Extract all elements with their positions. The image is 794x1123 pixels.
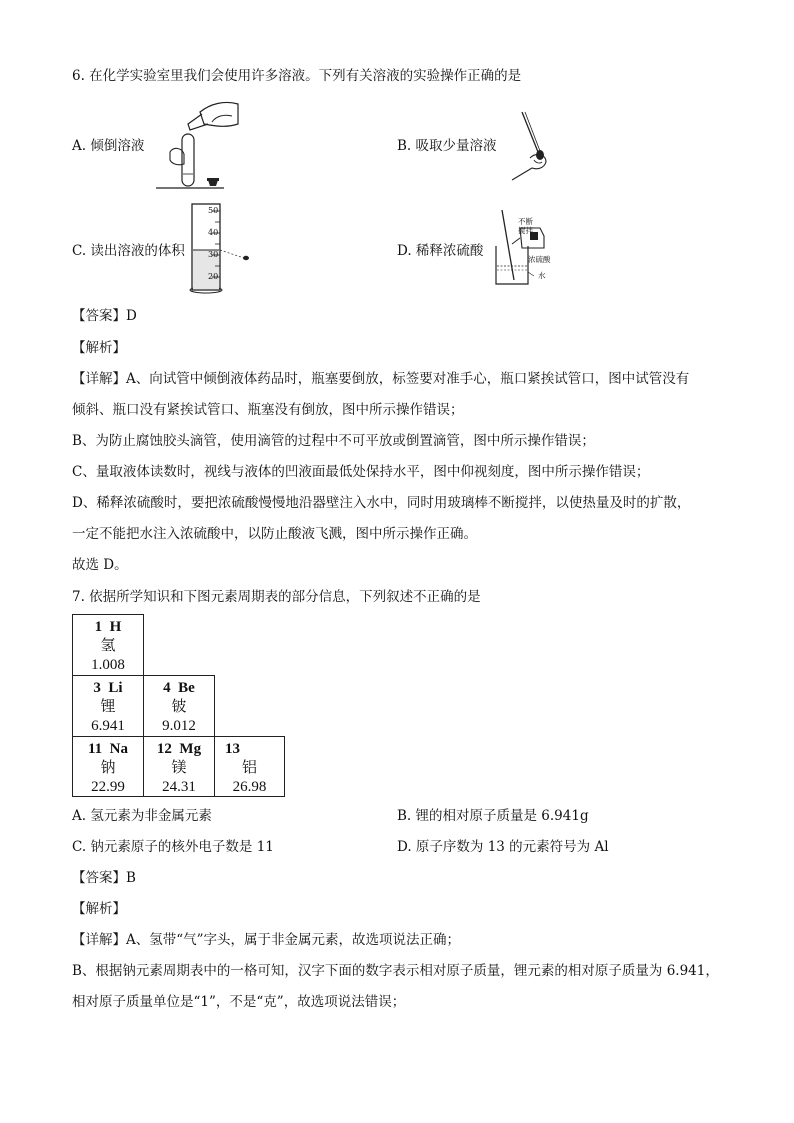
element-h-number-symbol: 1 H <box>94 619 122 635</box>
element-mg-mass: 24.31 <box>162 779 196 795</box>
q6-analysis-title: 【解析】 <box>72 340 126 356</box>
element-13-mass: 26.98 <box>232 779 267 795</box>
q7-analysis-title: 【解析】 <box>72 901 126 917</box>
figure-graduated-cylinder <box>188 200 268 295</box>
element-cell-13 <box>214 736 285 797</box>
element-13-number: 13 <box>225 741 240 757</box>
label-conc-sulfuric-acid: 浓硫酸 <box>528 255 551 264</box>
element-mg-number-symbol: 12 Mg <box>156 741 202 757</box>
q7-detail-line: B、根据钠元素周期表中的一格可知，汉字下面的数字表示相对原子质量，锂元素的相对原子质量为 6.941， <box>72 963 719 979</box>
figure-diluting-acid <box>488 206 558 288</box>
q6-detail-line: C、量取液体读数时，视线与液体的凹液面最低处保持水平，图中仰视刻度，图中所示操作错误； <box>72 464 650 480</box>
label-keep-stirring-1: 不断 <box>518 217 533 226</box>
cylinder-tick-20: 20 <box>208 272 219 281</box>
figure-pouring-liquid <box>152 94 242 194</box>
q6-detail-line: B、为防止腐蚀胶头滴管，使用滴管的过程中不可平放或倒置滴管，图中所示操作错误； <box>72 433 595 449</box>
q7-detail-line: 相对原子质量单位是“1”，不是“克”，故选项说法错误； <box>72 994 406 1010</box>
q6-option-c: C. 读出溶液的体积 <box>72 243 185 259</box>
q7-option-c: C. 钠元素原子的核外电子数是 11 <box>72 839 274 855</box>
element-cell-na <box>72 736 144 797</box>
cylinder-tick-50: 50 <box>208 206 219 215</box>
label-water: 水 <box>538 271 546 280</box>
element-li-number-symbol: 3 Li <box>93 680 123 696</box>
element-cell-li <box>72 675 144 737</box>
element-na-mass: 22.99 <box>91 779 125 795</box>
q6-detail-line: 故选 D。 <box>72 557 128 573</box>
element-li-name: 锂 <box>100 699 116 715</box>
q6-option-d: D. 稀释浓硫酸 <box>397 243 484 259</box>
figure-dropper <box>500 108 550 183</box>
element-h-name: 氢 <box>100 638 116 654</box>
cylinder-tick-30: 30 <box>208 250 219 259</box>
element-cell-be <box>143 675 215 737</box>
element-cell-h <box>72 614 144 676</box>
q6-detail-line: 倾斜、瓶口没有紧挨试管口、瓶塞没有倒放，图中所示操作错误； <box>72 402 464 418</box>
element-na-name: 钠 <box>100 760 116 776</box>
q6-stem: 6. 在化学实验室里我们会使用许多溶液。下列有关溶液的实验操作正确的是 <box>72 68 522 84</box>
element-h-mass: 1.008 <box>91 657 125 673</box>
element-be-name: 铍 <box>171 699 187 715</box>
label-keep-stirring-2: 搅拌 <box>518 226 533 235</box>
q6-option-a: A. 倾倒溶液 <box>72 138 145 154</box>
element-be-number-symbol: 4 Be <box>163 680 195 696</box>
q7-answer: 【答案】B <box>72 870 136 886</box>
cylinder-tick-40: 40 <box>208 228 219 237</box>
q7-detail-line: 【详解】A、氢带“气”字头，属于非金属元素，故选项说法正确； <box>72 932 461 948</box>
element-na-number-symbol: 11 Na <box>87 741 129 757</box>
q7-option-d: D. 原子序数为 13 的元素符号为 Al <box>397 839 609 855</box>
q6-answer: 【答案】D <box>72 308 137 324</box>
q6-detail-line: 一定不能把水注入浓硫酸中，以防止酸液飞溅，图中所示操作正确。 <box>72 526 477 542</box>
element-mg-name: 镁 <box>171 760 187 776</box>
q7-stem: 7. 依据所学知识和下图元素周期表的部分信息，下列叙述不正确的是 <box>72 589 481 605</box>
q7-option-b: B. 锂的相对原子质量是 6.941g <box>397 808 589 824</box>
element-cell-mg <box>143 736 215 797</box>
q6-detail-line: D、稀释浓硫酸时，要把浓硫酸慢慢地沿器壁注入水中，同时用玻璃棒不断搅拌，以使热量及时的扩散， <box>72 495 691 511</box>
element-13-name: 铝 <box>241 760 257 776</box>
element-be-mass: 9.012 <box>162 718 196 734</box>
q7-option-a: A. 氢元素为非金属元素 <box>72 808 212 824</box>
element-li-mass: 6.941 <box>91 718 125 734</box>
q6-detail-line: 【详解】A、向试管中倾倒液体药品时，瓶塞要倒放，标签要对准手心，瓶口紧挨试管口，图中试管没有 <box>72 371 690 387</box>
q6-option-b: B. 吸取少量溶液 <box>397 138 497 154</box>
